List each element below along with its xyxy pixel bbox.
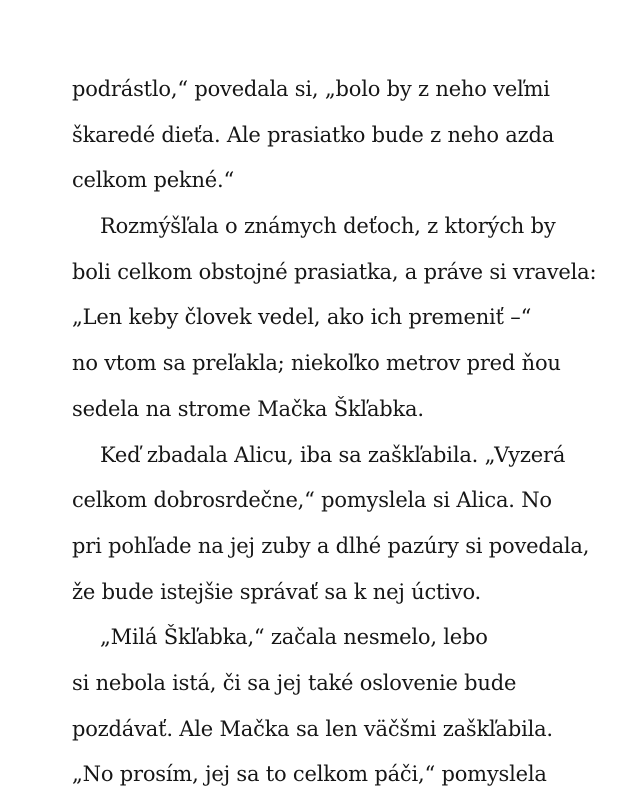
- text-line: podrástlo,“ povedala si, „bolo by z neho veľmi: [72, 77, 550, 101]
- body-text: [72, 67, 597, 798]
- text-line: pozdávať. Ale Mačka sa len väčšmi zaškľabila.: [72, 716, 553, 741]
- text-line: celkom dobrosrdečne,“ pomyslela si Alica. No: [72, 488, 552, 513]
- text-line: celkom pekné.“: [72, 168, 235, 193]
- text-line: „No prosím, jej sa to celkom páči,“ pomyslela: [72, 762, 547, 787]
- paragraph-first-line: „Milá Škľabka,“ začala nesmelo, lebo: [100, 625, 488, 650]
- text-line: sedela na strome Mačka Škľabka.: [72, 396, 424, 421]
- paragraph-first-line: Keď zbadala Alicu, iba sa zaškľabila. „Vyzerá: [100, 442, 566, 467]
- text-line: si nebola istá, či sa jej také oslovenie bude: [72, 670, 517, 695]
- text-line: boli celkom obstojné prasiatka, a práve si vravela:: [72, 259, 597, 284]
- text-line: „Len keby človek vedel, ako ich premeniť –“: [72, 305, 532, 330]
- text-line: no vtom sa preľakla; niekoľko metrov pred ňou: [72, 351, 561, 376]
- text-line: škaredé dieťa. Ale prasiatko bude z neho azda: [72, 122, 555, 147]
- text-line: že bude istejšie správať sa k nej úctivo.: [72, 579, 481, 604]
- text-line: pri pohľade na jej zuby a dlhé pazúry si povedala,: [72, 533, 590, 558]
- paragraph-first-line: Rozmýšľala o známych deťoch, z ktorých by: [100, 214, 556, 239]
